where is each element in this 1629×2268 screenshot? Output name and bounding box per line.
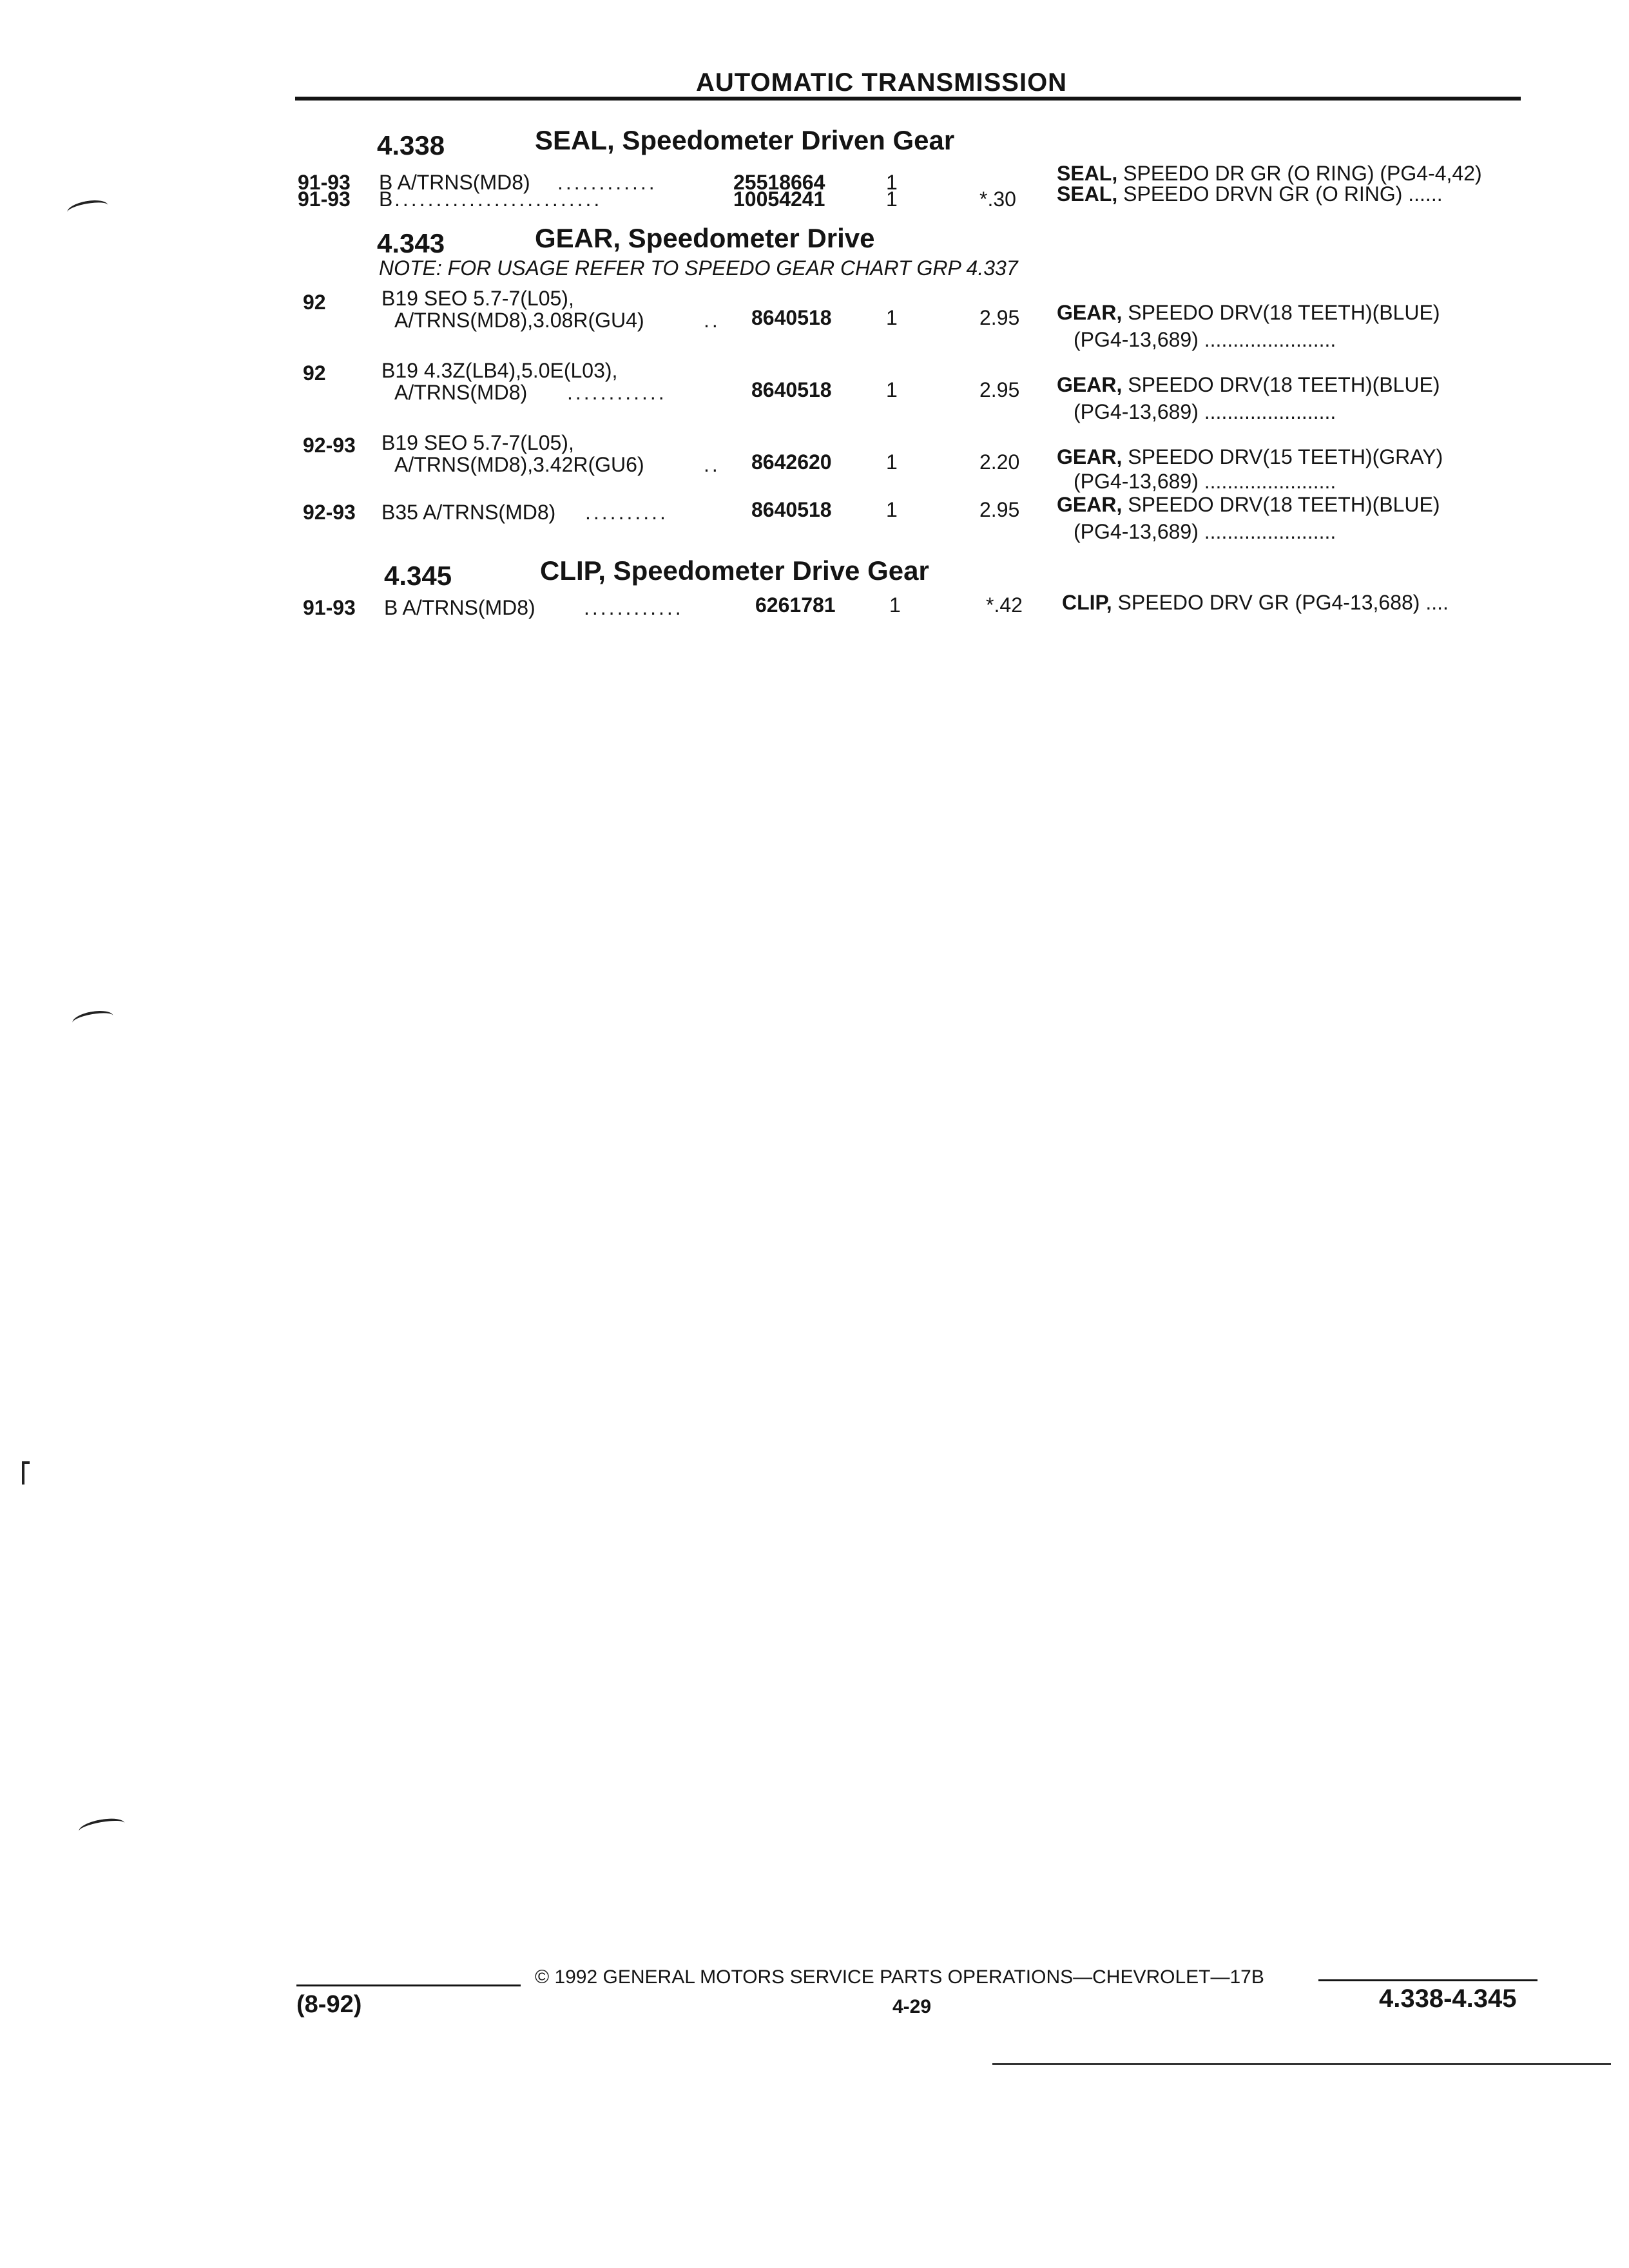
row-description	[1062, 590, 1449, 615]
row-usage-line1: B19 SEO 5.7-7(L05),	[381, 431, 574, 454]
row-quantity: 1	[886, 450, 898, 474]
header-rule	[295, 97, 1521, 101]
row-description	[1057, 492, 1440, 517]
description-text: SPEEDO DRVN GR (O RING) ......	[1117, 182, 1443, 206]
section-title: GEAR, Speedometer Drive	[535, 223, 875, 253]
row-usage: B A/TRNS(MD8)	[379, 171, 530, 194]
description-text: SPEEDO DRV(15 TEETH)(GRAY)	[1122, 445, 1443, 468]
row-leader-dots: ............	[557, 171, 657, 194]
description-keyword: GEAR,	[1057, 301, 1123, 324]
row-leader-dots: .........................	[394, 187, 602, 211]
section-title: SEAL, Speedometer Driven Gear	[535, 125, 955, 155]
description-text: SPEEDO DR GR (O RING) (PG4-4,42)	[1117, 162, 1482, 185]
description-keyword: SEAL,	[1057, 182, 1118, 206]
row-price: 2.95	[979, 378, 1020, 401]
row-description-line2: (PG4-13,689) .......................	[1074, 520, 1336, 543]
row-part-number: 8640518	[751, 306, 832, 329]
row-description-line2: (PG4-13,689) .......................	[1074, 328, 1336, 351]
row-years: 91-93	[303, 596, 356, 619]
row-part-number: 10054241	[733, 187, 825, 211]
row-leader-dots: ..	[704, 309, 720, 332]
section-number: 4.338	[377, 130, 445, 160]
scan-mark	[71, 1008, 114, 1031]
row-leader-dots: ..........	[585, 501, 668, 524]
description-text: SPEEDO DRV(18 TEETH)(BLUE)	[1122, 373, 1440, 396]
row-part-number: 25518664	[733, 171, 825, 194]
row-usage-line2: A/TRNS(MD8),3.08R(GU4)	[394, 309, 644, 332]
scan-mark	[77, 1816, 126, 1839]
footer-rule-left	[296, 1984, 521, 1986]
row-description	[1057, 300, 1440, 325]
row-price: 2.20	[979, 450, 1020, 474]
section-number: 4.345	[384, 561, 452, 591]
row-description-line2: (PG4-13,689) .......................	[1074, 470, 1336, 493]
row-leader-dots: ............	[584, 596, 684, 619]
row-usage: B A/TRNS(MD8)	[384, 596, 535, 619]
row-usage-line1: B19 4.3Z(LB4),5.0E(L03),	[381, 359, 618, 382]
row-years: 91-93	[298, 171, 351, 194]
row-quantity: 1	[886, 171, 898, 194]
row-usage-line2: A/TRNS(MD8),3.42R(GU6)	[394, 453, 644, 476]
description-keyword: CLIP,	[1062, 591, 1112, 614]
bottom-rule	[992, 2063, 1611, 2065]
row-description	[1057, 182, 1443, 206]
row-quantity: 1	[886, 187, 898, 211]
page-header-title: AUTOMATIC TRANSMISSION	[696, 68, 1068, 97]
row-quantity: 1	[889, 593, 901, 617]
row-leader-dots: ..	[704, 453, 720, 476]
row-price: *.42	[986, 593, 1023, 617]
row-part-number: 8640518	[751, 378, 832, 401]
row-usage-line2: A/TRNS(MD8)	[394, 381, 528, 404]
row-years: 92-93	[303, 434, 356, 457]
row-part-number: 8642620	[751, 450, 832, 474]
description-keyword: SEAL,	[1057, 162, 1118, 185]
row-part-number: 6261781	[755, 593, 836, 617]
row-quantity: 1	[886, 306, 898, 329]
footer-section-range: 4.338-4.345	[1379, 1984, 1517, 2013]
footer-date: (8-92)	[296, 1991, 362, 2018]
row-years: 92	[303, 291, 326, 314]
section-number: 4.343	[377, 228, 445, 258]
row-quantity: 1	[886, 498, 898, 521]
row-usage-line1: B19 SEO 5.7-7(L05),	[381, 287, 574, 310]
row-years: 92	[303, 361, 326, 385]
section-title: CLIP, Speedometer Drive Gear	[540, 555, 929, 586]
scan-mark	[66, 198, 109, 220]
description-text: SPEEDO DRV GR (PG4-13,688) ....	[1112, 591, 1449, 614]
row-price: 2.95	[979, 306, 1020, 329]
footer-page-number: 4-29	[892, 1996, 932, 2017]
row-leader-dots: ............	[567, 381, 667, 404]
description-keyword: GEAR,	[1057, 373, 1123, 396]
description-text: SPEEDO DRV(18 TEETH)(BLUE)	[1122, 301, 1440, 324]
row-description	[1057, 445, 1443, 469]
footer-copyright: © 1992 GENERAL MOTORS SERVICE PARTS OPERATIONS—CHEVROLET—17B	[535, 1966, 1264, 1988]
scan-mark	[22, 1461, 24, 1485]
row-description	[1057, 372, 1440, 397]
row-usage-line1: B35 A/TRNS(MD8)	[381, 501, 556, 524]
row-part-number: 8640518	[751, 498, 832, 521]
description-text: SPEEDO DRV(18 TEETH)(BLUE)	[1122, 493, 1440, 516]
row-price: 2.95	[979, 498, 1020, 521]
row-years: 91-93	[298, 187, 351, 211]
description-keyword: GEAR,	[1057, 445, 1123, 468]
footer-rule-right	[1318, 1979, 1537, 1981]
description-keyword: GEAR,	[1057, 493, 1123, 516]
row-price: *.30	[979, 187, 1016, 211]
scan-mark	[22, 1461, 30, 1464]
row-years: 92-93	[303, 501, 356, 524]
row-quantity: 1	[886, 378, 898, 401]
row-usage: B	[379, 187, 393, 211]
row-description-line2: (PG4-13,689) .......................	[1074, 400, 1336, 423]
section-note: NOTE: FOR USAGE REFER TO SPEEDO GEAR CHART GRP 4.337	[379, 256, 1018, 280]
